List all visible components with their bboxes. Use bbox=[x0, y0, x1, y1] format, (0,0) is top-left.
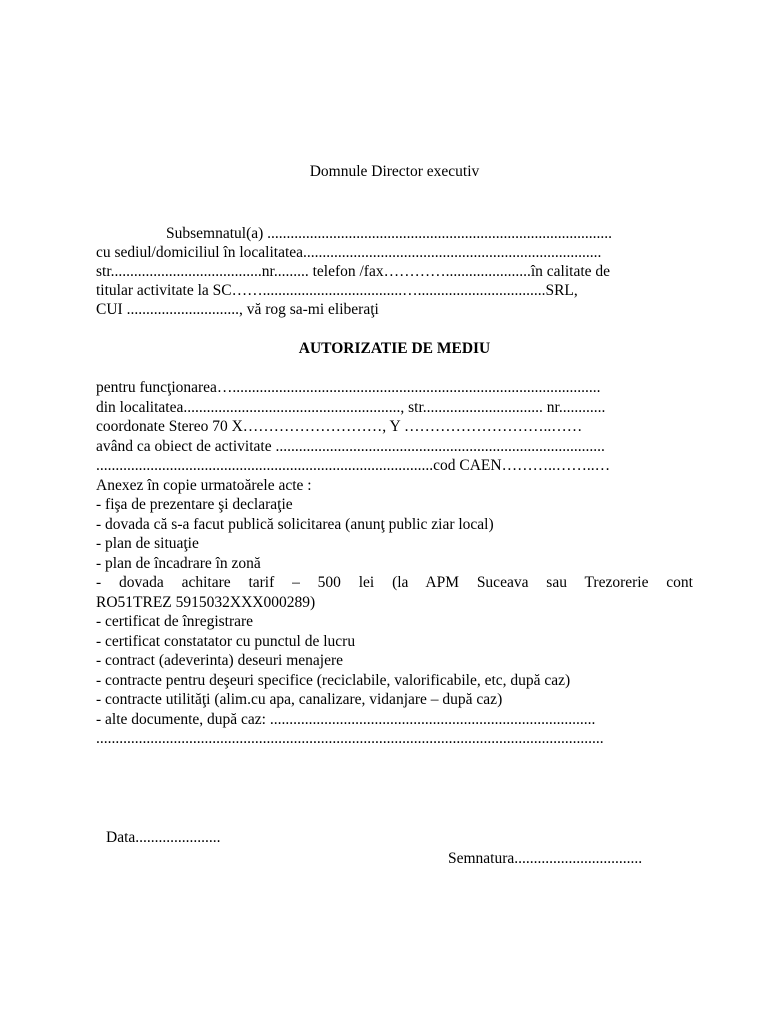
annex-item-10: - contracte utilităţi (alim.cu apa, canalizare, vidanjare – după caz) bbox=[96, 691, 503, 708]
signature-field: Semnatura................................. bbox=[448, 850, 643, 867]
annex-item-11-continued: ................................................................................................................................... bbox=[96, 730, 604, 747]
annex-heading: Anexez în copie urmatoărele acte : bbox=[96, 477, 312, 494]
annex-item-9: - contracte pentru deşeuri specifice (reciclabile, valorificabile, etc, după caz) bbox=[96, 672, 571, 689]
annex-item-7: - certificat constatator cu punctul de lucru bbox=[96, 633, 356, 650]
body-line-2: din localitatea........................................................, str............................... nr............ bbox=[96, 399, 606, 416]
body-line-4: având ca obiect de activitate ..................................................................................... bbox=[96, 438, 605, 455]
intro-line-1: Subsemnatul(a) ......................................................................................... bbox=[166, 225, 613, 242]
annex-item-11: - alte documente, după caz: .................................................................................... bbox=[96, 711, 596, 728]
intro-line-5: CUI ............................., vă rog sa-mi eliberaţi bbox=[96, 301, 379, 318]
intro-line-4: titular activitate la SC……....................................….................................SRL, bbox=[96, 282, 578, 299]
date-field: Data...................... bbox=[106, 829, 221, 846]
annex-item-6: - certificat de înregistrare bbox=[96, 613, 254, 630]
intro-line-2: cu sediul/domiciliul în localitatea............................................................................. bbox=[96, 244, 602, 261]
body-line-5: .......................................................................................cod CAEN………..……..… bbox=[96, 457, 611, 474]
annex-item-5: - dovada achitare tarif – 500 lei (la APM Suceava sau Trezorerie cont bbox=[96, 574, 693, 591]
salutation: Domnule Director executiv bbox=[309, 163, 480, 180]
intro-line-3: str.......................................nr......... telefon /fax…………......................în calitate de bbox=[96, 263, 611, 280]
annex-item-3: - plan de situaţie bbox=[96, 535, 199, 552]
body-line-1: pentru funcţionarea…............................................................................................... bbox=[96, 379, 601, 396]
annex-item-5-continued: RO51TREZ 5915032XXX000289) bbox=[96, 594, 316, 611]
body-line-3: coordonate Stereo 70 X………………………, Y ………………………..…… bbox=[96, 418, 583, 435]
annex-item-8: - contract (adeverinta) deseuri menajere bbox=[96, 652, 343, 669]
annex-item-2: - dovada că s-a facut publică solicitarea (anunţ public ziar local) bbox=[96, 516, 494, 533]
document-title: AUTORIZATIE DE MEDIU bbox=[298, 340, 491, 357]
annex-item-1: - fişa de prezentare şi declaraţie bbox=[96, 496, 293, 513]
annex-item-4: - plan de încadrare în zonă bbox=[96, 555, 261, 572]
